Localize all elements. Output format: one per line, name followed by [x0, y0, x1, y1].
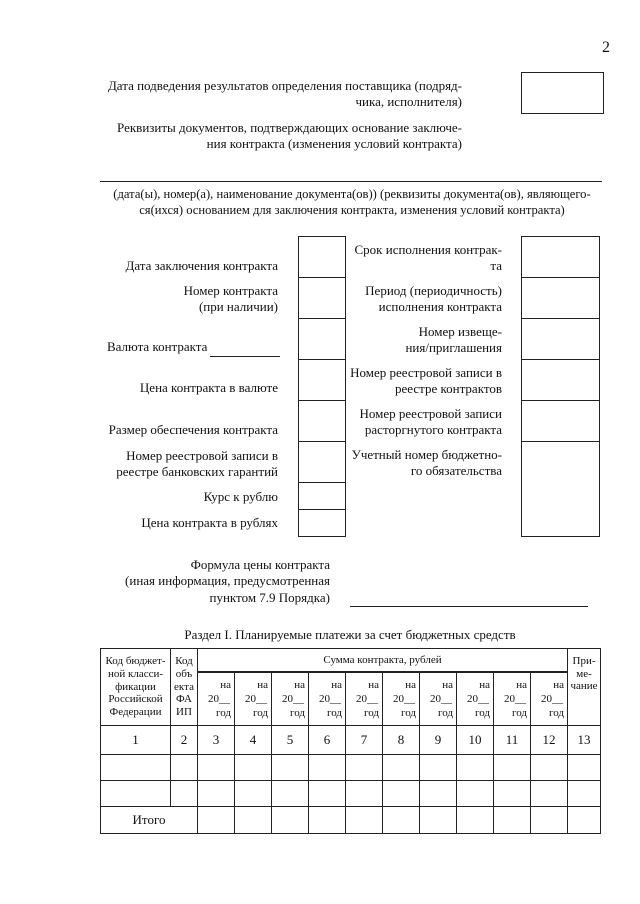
table-cell[interactable]: [272, 755, 309, 781]
price-rub-box[interactable]: [298, 509, 346, 537]
table-cell[interactable]: [101, 781, 171, 807]
table-cell[interactable]: [383, 781, 420, 807]
total-cell[interactable]: [235, 807, 272, 834]
year-header-cell: на 20__ год: [198, 672, 235, 726]
total-cell[interactable]: [457, 807, 494, 834]
total-cell[interactable]: [272, 807, 309, 834]
sum-header: Сумма контракта, рублей: [198, 649, 568, 672]
note-header: При- ме- чание: [568, 649, 601, 726]
total-cell[interactable]: [494, 807, 531, 834]
year-header-cell: на 20__ год: [531, 672, 568, 726]
column-number: 8: [383, 726, 420, 755]
table-cell[interactable]: [420, 755, 457, 781]
column-number: 5: [272, 726, 309, 755]
year-header-cell: на 20__ год: [494, 672, 531, 726]
section-title: Раздел I. Планируемые платежи за счет бюджетных средств: [184, 627, 516, 642]
term-box[interactable]: [521, 236, 600, 278]
table-cell[interactable]: [457, 781, 494, 807]
page-number: 2: [602, 39, 610, 56]
obligation-label: Учетный номер бюджетно- го обязательства: [351, 447, 502, 479]
year-header-cell: на 20__ год: [272, 672, 309, 726]
conclusion-date-label: Дата заключения контракта: [125, 258, 278, 273]
total-cell[interactable]: [309, 807, 346, 834]
column-number: 4: [235, 726, 272, 755]
total-label: Итого: [101, 807, 198, 834]
year-header-cell: на 20__ год: [309, 672, 346, 726]
table-cell[interactable]: [383, 755, 420, 781]
column-number: 1: [101, 726, 171, 755]
table-cell[interactable]: [309, 781, 346, 807]
price-currency-label: Цена контракта в валюте: [139, 380, 278, 395]
table-cell[interactable]: [420, 781, 457, 807]
column-number: 2: [171, 726, 198, 755]
currency-label: Валюта контракта: [107, 339, 208, 354]
year-header-cell: на 20__ год: [420, 672, 457, 726]
kos-header: Код объ екта ФА ИП: [171, 649, 198, 726]
table-cell[interactable]: [171, 781, 198, 807]
contract-number-label: Номер контракта (при наличии): [183, 283, 278, 315]
right-boxes: [521, 236, 600, 537]
column-number: 12: [531, 726, 568, 755]
period-box[interactable]: [521, 277, 600, 319]
year-header-cell: на 20__ год: [235, 672, 272, 726]
column-number: 7: [346, 726, 383, 755]
table-cell[interactable]: [457, 755, 494, 781]
term-label: Срок исполнения контрак- та: [354, 242, 502, 274]
registry-box[interactable]: [521, 359, 600, 401]
total-cell[interactable]: [568, 807, 601, 834]
year-header-cell: на 20__ год: [383, 672, 420, 726]
rate-label: Курс к рублю: [203, 489, 278, 504]
table-cell[interactable]: [198, 755, 235, 781]
column-number: 13: [568, 726, 601, 755]
table-cell[interactable]: [568, 755, 601, 781]
formula-label: Формула цены контракта (иная информация, предусмотренная пунктом 7.9 Порядка): [125, 557, 330, 605]
column-number: 6: [309, 726, 346, 755]
column-number: 10: [457, 726, 494, 755]
bank-guarantee-label: Номер реестровой записи в реестре банковских гарантий: [116, 448, 278, 480]
total-cell[interactable]: [346, 807, 383, 834]
total-cell[interactable]: [383, 807, 420, 834]
table-cell[interactable]: [198, 781, 235, 807]
total-cell[interactable]: [198, 807, 235, 834]
terminated-label: Номер реестровой записи расторгнутого контракта: [359, 406, 502, 438]
table-cell[interactable]: [235, 781, 272, 807]
table-cell[interactable]: [235, 755, 272, 781]
table-cell[interactable]: [309, 755, 346, 781]
table-cell[interactable]: [494, 755, 531, 781]
kbk-header: Код бюджет- ной класси- фикации Российской Федерации: [101, 649, 171, 726]
notice-label: Номер извеще- ния/приглашения: [405, 324, 502, 356]
column-number: 9: [420, 726, 457, 755]
table-cell[interactable]: [272, 781, 309, 807]
requisites-label: Реквизиты документов, подтверждающих основание заключе- ния контракта (изменения условий контракта): [117, 120, 462, 152]
year-header-cell: на 20__ год: [346, 672, 383, 726]
column-number-row: [101, 726, 601, 755]
year-header-cell: на 20__ год: [457, 672, 494, 726]
document-hint: (дата(ы), номер(а), наименование документа(ов)) (реквизиты документа(ов), являющего- ся(ихся) основанием для заключения контракта, изменения условий контракта): [113, 187, 591, 217]
table-cell[interactable]: [531, 755, 568, 781]
supplier-date-box[interactable]: [521, 72, 604, 114]
supplier-date-label: Дата подведения результатов определения поставщика (подряд- чика, исполнителя): [107, 78, 462, 110]
column-number: 11: [494, 726, 531, 755]
requisites-line[interactable]: [100, 181, 602, 182]
table-cell[interactable]: [171, 755, 198, 781]
table-row: [101, 755, 601, 781]
formula-line[interactable]: [350, 606, 588, 607]
price-rub-label: Цена контракта в рублях: [141, 515, 278, 530]
table-row: [101, 781, 601, 807]
registry-label: Номер реестровой записи в реестре контрактов: [350, 365, 502, 397]
column-number: 3: [198, 726, 235, 755]
table-cell[interactable]: [346, 755, 383, 781]
total-cell[interactable]: [420, 807, 457, 834]
period-label: Период (периодичность) исполнения контракта: [365, 283, 502, 315]
currency-line[interactable]: [210, 356, 280, 357]
table-cell[interactable]: [531, 781, 568, 807]
table-cell[interactable]: [568, 781, 601, 807]
terminated-box[interactable]: [521, 400, 600, 442]
table-cell[interactable]: [101, 755, 171, 781]
total-row: [101, 807, 601, 834]
obligation-box[interactable]: [521, 441, 600, 537]
notice-box[interactable]: [521, 318, 600, 360]
rate-box[interactable]: [298, 482, 346, 510]
total-cell[interactable]: [531, 807, 568, 834]
payments-table: [100, 648, 601, 834]
table-cell[interactable]: [494, 781, 531, 807]
table-cell[interactable]: [346, 781, 383, 807]
security-size-label: Размер обеспечения контракта: [108, 422, 278, 437]
table-header-row: [101, 649, 601, 672]
